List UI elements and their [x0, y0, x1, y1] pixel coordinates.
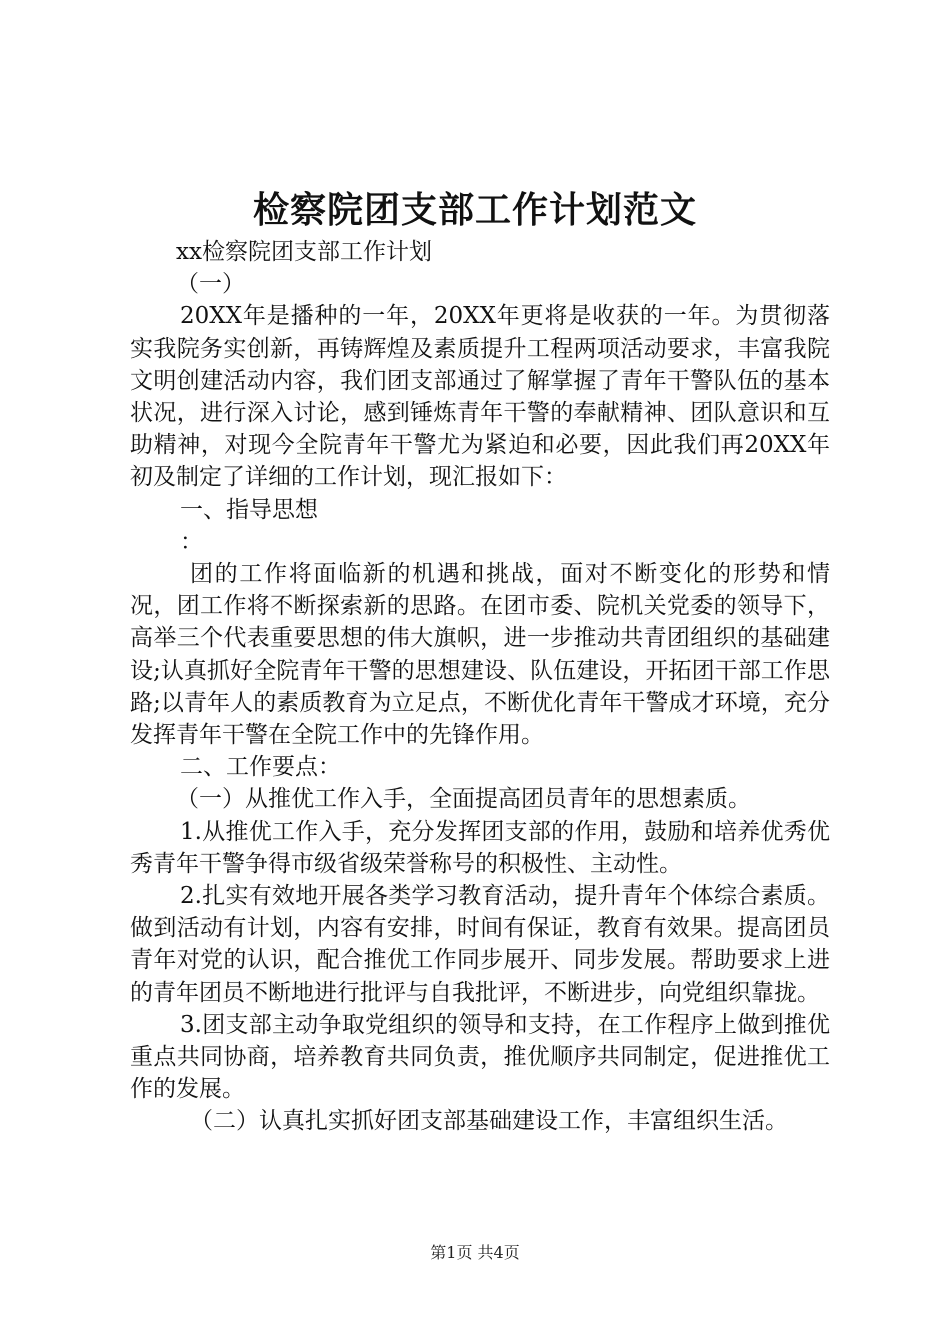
- subheading-point-1: （一）从推优工作入手，全面提高团员青年的思想素质。: [176, 786, 751, 813]
- page-footer: 第1页 共4页: [430, 1243, 520, 1262]
- paragraph-subtitle: xx检察院团支部工作计划: [176, 239, 432, 265]
- paragraph-colon: ：: [180, 528, 203, 555]
- list-item-2: 2.扎实有效地开展各类学习教育活动，提升青年个体综合素质。做到活动有计划，内容有安排，时间有保证，教育有效果。提高团员青年对党的认识，配合推优工作同步展开、同步发展。帮助要求上进的青年团员不断地进行批评与自我批评，不断进步，向党组织靠拢。: [130, 883, 830, 1006]
- heading-work-points: 二、工作要点：: [180, 754, 341, 781]
- heading-guiding-thought: 一、指导思想: [180, 496, 318, 523]
- paragraph-guiding-thought: 团的工作将面临新的机遇和挑战，面对不断变化的形势和情况，团工作将不断探索新的思路。在团市委、院机关党委的领导下，高举三个代表重要思想的伟大旗帜，进一步推动共青团组织的基础建设;认真抓好全院青年干警的思想建设、队伍建设，开拓团干部工作思路;以青年人的素质教育为立足点，不断优化青年干警成才环境，充分发挥青年干警在全院工作中的先锋作用。: [130, 561, 830, 749]
- document-title: 检察院团支部工作计划范文: [252, 189, 697, 231]
- paragraph-section-marker: （一）: [176, 271, 245, 298]
- subheading-point-2: （二）认真扎实抓好团支部基础建设工作，丰富组织生活。: [190, 1108, 788, 1135]
- list-item-1: 1.从推优工作入手，充分发挥团支部的作用，鼓励和培养优秀优秀青年干警争得市级省级荣誉称号的积极性、主动性。: [130, 818, 830, 877]
- document-body: [130, 236, 830, 1138]
- list-item-3: 3.团支部主动争取党组织的领导和支持，在工作程序上做到推优重点共同协商，培养教育共同负责，推优顺序共同制定，促进推优工作的发展。: [130, 1011, 830, 1103]
- paragraph-intro: 20XX年是播种的一年，20XX年更将是收获的一年。为贯彻落实我院务实创新，再铸辉煌及素质提升工程两项活动要求，丰富我院文明创建活动内容，我们团支部通过了解掌握了青年干警队伍的基本状况，进行深入讨论，感到锤炼青年干警的奉献精神、团队意识和互助精神，对现今全院青年干警尤为紧迫和必要，因此我们再20XX年初及制定了详细的工作计划，现汇报如下：: [130, 303, 830, 491]
